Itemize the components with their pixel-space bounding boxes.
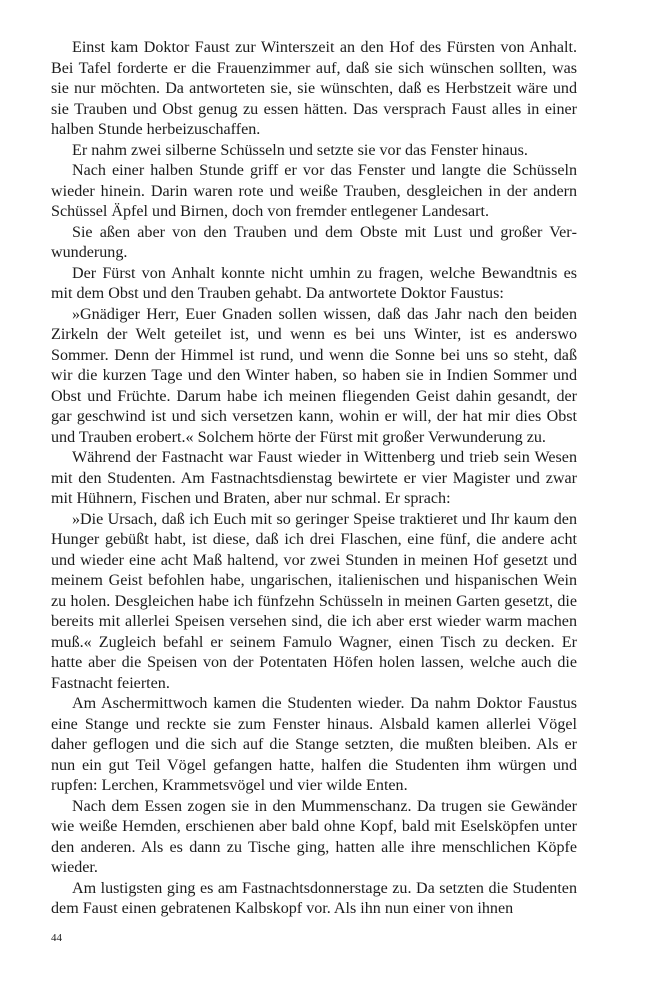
- paragraph: Sie aßen aber von den Trauben und dem Obste mit Lust und großer Verwunderung.: [51, 223, 577, 261]
- paragraph: Nach dem Essen zogen sie in den Mummenschanz. Da trugen sie Gewänder wie weiße Hemden, erschienen aber bald ohne Kopf, bald mit Eselsköpfen unter den anderen. Als es dann zu Tische ging, hatten alle ihre menschlichen Köpfe wieder.: [51, 797, 577, 876]
- paragraph: Während der Fastnacht war Faust wieder in Wittenberg und trieb sein Wesen mit den Studenten. Am Fastnachtsdienstag bewirtete er vier Magister und zwar mit Hühnern, Fischen und Braten, aber nur schmal. Er sprach:: [51, 449, 577, 507]
- paragraph: Er nahm zwei silberne Schüsseln und setzte sie vor das Fenster hinaus.: [72, 141, 528, 159]
- paragraph: Am lustigsten ging es am Fastnachtsdonnerstage zu. Da setzten die Studenten dem Faust einen gebratenen Kalbskopf vor. Als ihn nun einer von ihnen: [51, 879, 577, 917]
- paragraph: »Gnädiger Herr, Euer Gnaden sollen wissen, daß das Jahr nach den beiden Zirkeln der Welt geteilet ist, und wenn es bei uns Winter, ist es anderswo Sommer. Denn der Himmel ist rund, und wenn die Sonne bei uns so steht, daß wir die kurzen Tage und den Winter haben, so haben sie in Indien Sommer und Obst und Früchte. Darum habe ich meinen fliegenden Geist dahin gesandt, der gar geschwind ist und sich versetzen kann, wohin er will, der hat mir dies Obst und Trauben erobert.« Solchem hörte der Fürst mit großer Verwunderung zu.: [51, 305, 577, 446]
- paragraph: Einst kam Doktor Faust zur Winterszeit an den Hof des Fürsten von Anhalt. Bei Tafel forderte er die Frauenzimmer auf, daß sie sich wünschen sollten, was sie nur möchten. Da antworteten sie, sie wünschten, daß es Herbstzeit wäre und sie Trauben und Obst genug zu essen hätten. Das versprach Faust alles in einer halben Stunde herbeizuschaffen.: [51, 39, 577, 138]
- paragraph: Am Aschermittwoch kamen die Studenten wieder. Da nahm Doktor Faustus eine Stange und reckte sie zum Fenster hinaus. Alsbald kamen allerlei Vögel daher geflogen und die sich auf die Stange setzten, die mußten bleiben. Als er nun ein gut Teil Vögel gefangen hatte, halfen die Studenten ihm würgen und rupfen: Lerchen, Krammetsvögel und vier wilde Enten.: [51, 695, 577, 794]
- paragraph: Nach einer halben Stunde griff er vor das Fenster und langte die Schüsseln wieder hinein. Darin waren rote und weiße Trauben, desgleichen in der andern Schüssel Äpfel und Birnen, doch von fremder entlegener Landesart.: [51, 162, 577, 220]
- page-number: 44: [51, 932, 62, 944]
- page-body: [51, 38, 577, 920]
- paragraph: Der Fürst von Anhalt konnte nicht umhin zu fragen, welche Bewandtnis es mit dem Obst und den Trauben gehabt. Da antwortete Doktor Faustus:: [51, 264, 577, 302]
- paragraph: »Die Ursach, daß ich Euch mit so geringer Speise traktieret und Ihr kaum den Hunger gebüßt habt, ist diese, daß ich drei Flaschen, eine fünf, die andere acht und wieder eine acht Maß haltend, vor zwei Stunden in meinen Hof gesetzt und meinem Geist befohlen habe, ungarischen, italienischen und hispanischen Wein zu holen. Desgleichen habe ich fünfzehn Schüsseln in meinen Garten gesetzt, die bereits mit allerlei Speisen versehen sind, die ich aber erst wieder warm machen muß.« Zugleich befahl er seinem Famulo Wagner, einen Tisch zu decken. Er hatte aber die Speisen von der Potentaten Höfen holen lassen, welche auch die Fastnacht feierten.: [51, 510, 577, 692]
